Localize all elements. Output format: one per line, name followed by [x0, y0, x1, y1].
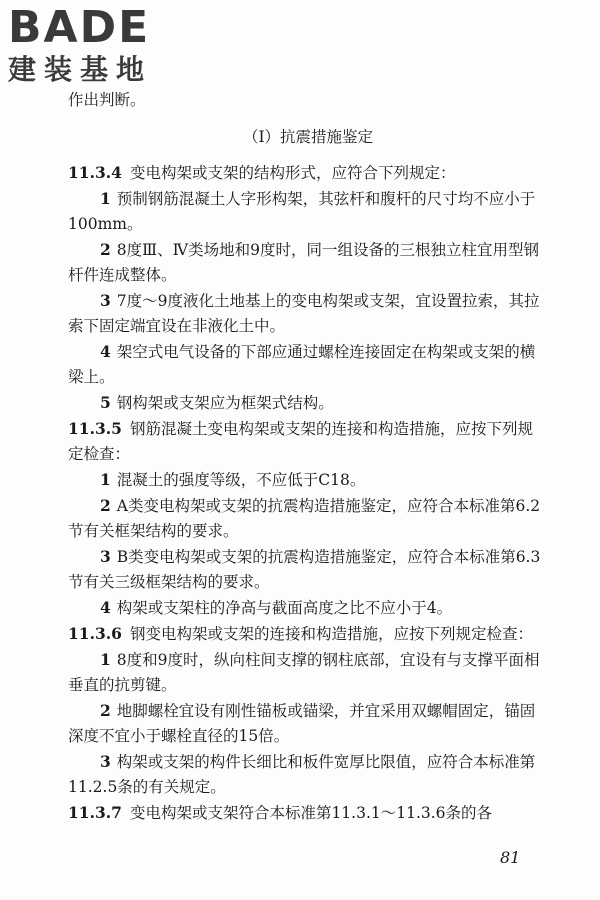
item-text: 架空式电气设备的下部应通过螺栓连接固定在构架或支架的横梁上。	[68, 343, 536, 386]
item-text: 地脚螺栓宜设有刚性锚板或锚梁，并宜采用双螺帽固定，锚固深度不宜小于螺栓直径的15倍。	[68, 702, 536, 745]
item-text: 构架或支架柱的净高与截面高度之比不应小于4。	[116, 599, 453, 617]
item-text: 构架或支架的构件长细比和板件宽厚比限值，应符合本标准第11.2.5条的有关规定。	[68, 753, 536, 796]
list-item	[68, 339, 548, 390]
list-item	[68, 288, 548, 339]
item-number: 1	[100, 470, 111, 489]
bade-logo	[8, 4, 152, 86]
item-text: 混凝土的强度等级，不应低于C18。	[116, 471, 366, 489]
clause-11-3-4	[68, 160, 548, 186]
clause-text: 钢筋混凝土变电构架或支架的连接和构造措施，应按下列规定检查：	[68, 420, 533, 463]
clause-text: 变电构架或支架的结构形式，应符合下列规定：	[129, 164, 456, 182]
item-text: 钢构架或支架应为框架式结构。	[116, 394, 334, 412]
item-number: 2	[100, 701, 111, 720]
item-number: 1	[100, 189, 111, 208]
item-number: 3	[100, 752, 111, 771]
clause-text: 钢变电构架或支架的连接和构造措施，应按下列规定检查：	[129, 625, 533, 643]
page-body	[68, 88, 548, 826]
clause-number: 11.3.7	[68, 803, 122, 822]
item-number: 3	[100, 547, 111, 566]
item-number: 2	[100, 496, 111, 515]
item-text: B类变电构架或支架的抗震构造措施鉴定，应符合本标准第6.3节有关三级框架结构的要求。	[68, 548, 541, 591]
logo-wordmark: BADE	[8, 2, 151, 53]
item-number: 4	[100, 598, 111, 617]
list-item	[68, 698, 548, 749]
list-item	[68, 647, 548, 698]
clause-11-3-6	[68, 621, 548, 647]
item-number: 3	[100, 291, 111, 310]
clause-11-3-7	[68, 800, 548, 826]
item-text: 8度Ⅲ、Ⅳ类场地和9度时，同一组设备的三根独立柱宜用型钢杆件连成整体。	[68, 241, 539, 284]
list-item	[68, 749, 548, 800]
item-text: 7度～9度液化土地基上的变电构架或支架，宜设置拉索，其拉索下固定端宜设在非液化土中。	[68, 292, 540, 335]
logo-subtitle: 建装基地	[8, 53, 153, 86]
section-title: （Ⅰ）抗震措施鉴定	[242, 128, 374, 146]
item-number: 2	[100, 240, 111, 259]
clause-number: 11.3.6	[68, 624, 122, 643]
list-item	[68, 493, 548, 544]
item-text: A类变电构架或支架的抗震构造措施鉴定，应符合本标准第6.2节有关框架结构的要求。	[68, 497, 541, 540]
list-item	[68, 595, 548, 621]
clause-number: 11.3.4	[68, 163, 122, 182]
clause-number: 11.3.5	[68, 419, 122, 438]
intro-text: 作出判断。	[68, 91, 146, 109]
list-item	[68, 544, 548, 595]
clause-11-3-5	[68, 416, 548, 467]
item-text: 预制钢筋混凝土人字形构架，其弦杆和腹杆的尺寸均不应小于100mm。	[68, 190, 536, 233]
item-number: 5	[100, 393, 111, 412]
clause-text: 变电构架或支架符合本标准第11.3.1～11.3.6条的各	[129, 804, 493, 822]
list-item	[68, 390, 548, 416]
list-item	[68, 186, 548, 237]
list-item	[68, 467, 548, 493]
page-number: 81	[500, 848, 521, 867]
item-text: 8度和9度时，纵向柱间支撑的钢柱底部，宜设有与支撑平面相垂直的抗剪键。	[68, 651, 540, 694]
item-number: 4	[100, 342, 111, 361]
item-number: 1	[100, 650, 111, 669]
list-item	[68, 237, 548, 288]
